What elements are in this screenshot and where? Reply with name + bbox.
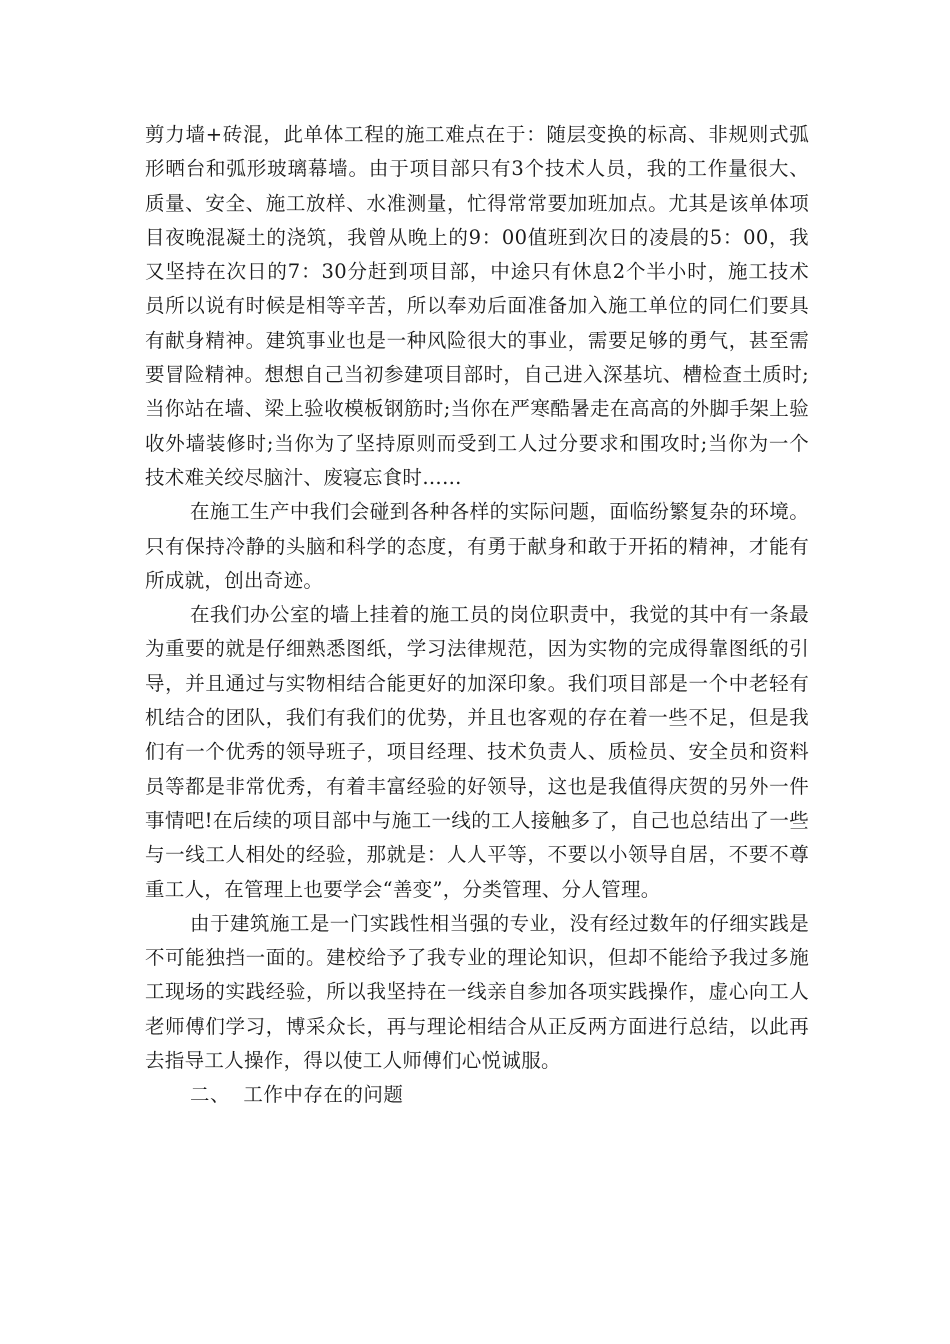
paragraph-continued: 剪力墙+砖混，此单体工程的施工难点在于：随层变换的标高、非规则式弧形晒台和弧形玻璃幕墙。由于项目部只有3个技术人员，我的工作量很大、质量、安全、施工放样、水准测量，忙得常常要加班加点。尤其是该单体项目夜晚混凝土的浇筑，我曾从晚上的9：00值班到次日的凌晨的5：00，我又坚持在次日的7：30分赶到项目部，中途只有休息2个半小时，施工技术员所以说有时候是相等辛苦，所以奉劝后面准备加入施工单位的同仁们要具有献身精神。建筑事业也是一种风险很大的事业，需要足够的勇气，甚至需要冒险精神。想想自己当初参建项目部时，自己进入深基坑、槽检查土质时;当你站在墙、梁上验收模板钢筋时;当你在严寒酷暑走在高高的外脚手架上验收外墙装修时;当你为了坚持原则而受到工人过分要求和围攻时;当你为一个技术难关绞尽脑汁、废寝忘食时…… — [145, 123, 809, 489]
document-body — [145, 118, 809, 1113]
paragraph-practice: 由于建筑施工是一门实践性相当强的专业，没有经过数年的仔细实践是不可能独挡一面的。建校给予了我专业的理论知识，但却不能给予我过多施工现场的实践经验，所以我坚持在一线亲自参加各项实践操作，虚心向工人老师傅们学习，博采众长，再与理论相结合从正反两方面进行总结，以此再去指导工人操作，得以使工人师傅们心悦诚服。 — [145, 911, 809, 1073]
paragraph-problems: 在施工生产中我们会碰到各种各样的实际问题，面临纷繁复杂的环境。只有保持冷静的头脑和科学的态度，有勇于献身和敢于开拓的精神，才能有所成就，创出奇迹。 — [145, 500, 809, 592]
section-heading: 二、 工作中存在的问题 — [190, 1083, 404, 1107]
paragraph-duties: 在我们办公室的墙上挂着的施工员的岗位职责中，我觉的其中有一条最为重要的就是仔细熟悉图纸，学习法律规范，因为实物的完成得靠图纸的引导，并且通过与实物相结合能更好的加深印象。我们项目部是一个中老轻有机结合的团队，我们有我们的优势，并且也客观的存在着一些不足，但是我们有一个优秀的领导班子，项目经理、技术负责人、质检员、安全员和资料员等都是非常优秀，有着丰富经验的好领导，这也是我值得庆贺的另外一件事情吧!在后续的项目部中与施工一线的工人接触多了，自己也总结出了一些与一线工人相处的经验，那就是：人人平等，不要以小领导自居，不要不尊重工人，在管理上也要学会“善变”，分类管理、分人管理。 — [145, 603, 809, 901]
